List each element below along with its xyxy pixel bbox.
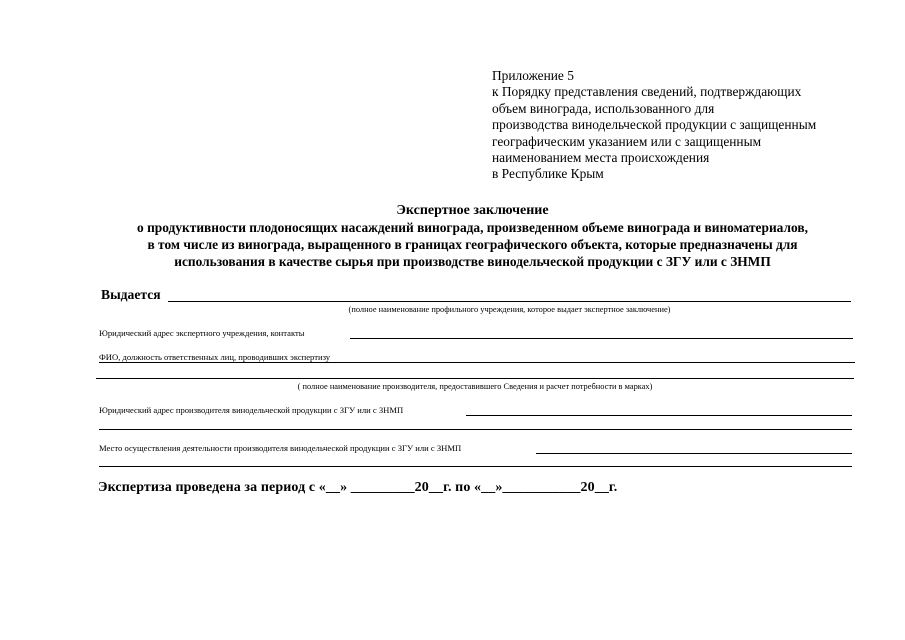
producer-activity-field-line[interactable] [536, 453, 852, 454]
appendix-line: в Республике Крым [492, 166, 604, 182]
producer-activity-field-line-2[interactable] [99, 466, 852, 467]
producer-caption: ( полное наименование производителя, предоставившего Сведения и расчет потребности в марках) [297, 382, 653, 391]
title-line: в том числе из винограда, выращенного в границах географического объекта, которые предназначены для [147, 237, 798, 252]
expertise-period: Экспертиза проведена за период с «__» _________20__г. по «__»___________20__г. [98, 480, 618, 495]
producer-address-field-line[interactable] [466, 415, 852, 416]
issued-label: Выдается [101, 287, 161, 302]
appendix-line: к Порядку представления сведений, подтверждающих [492, 84, 802, 100]
title-line: использования в качестве сырья при производстве винодельческой продукции с ЗГУ или с ЗНМП [174, 254, 771, 269]
responsible-persons-field-line[interactable] [99, 362, 855, 363]
document-title [0, 202, 905, 270]
appendix-line: наименованием места происхождения [492, 150, 710, 166]
appendix-line: географическим указанием или с защищенным [492, 133, 762, 149]
producer-activity-label: Место осуществления деятельности производителя винодельческой продукции с ЗГУ или с ЗНМП [99, 443, 462, 453]
producer-name-field-line[interactable] [96, 378, 854, 379]
responsible-persons-label: ФИО, должность ответственных лиц, проводивших экспертизу [99, 352, 331, 362]
expert-address-label: Юридический адрес экспертного учреждения, контакты [99, 328, 305, 338]
expert-address-field-line[interactable] [350, 338, 853, 339]
issued-caption: (полное наименование профильного учреждения, которое выдает экспертное заключение) [348, 305, 671, 314]
appendix-line: Приложение 5 [492, 68, 574, 83]
producer-address-label: Юридический адрес производителя винодельческой продукции с ЗГУ или с ЗНМП [99, 405, 404, 415]
appendix-header [492, 68, 892, 183]
appendix-line: производства винодельческой продукции с защищенным [492, 117, 817, 133]
title-heading: Экспертное заключение [396, 203, 549, 218]
producer-address-field-line-2[interactable] [99, 429, 852, 430]
title-line: о продуктивности плодоносящих насаждений винограда, произведенном объеме винограда и виноматериалов, [137, 220, 808, 235]
issued-field-line[interactable] [168, 301, 851, 302]
appendix-line: объем винограда, использованного для [492, 100, 715, 116]
